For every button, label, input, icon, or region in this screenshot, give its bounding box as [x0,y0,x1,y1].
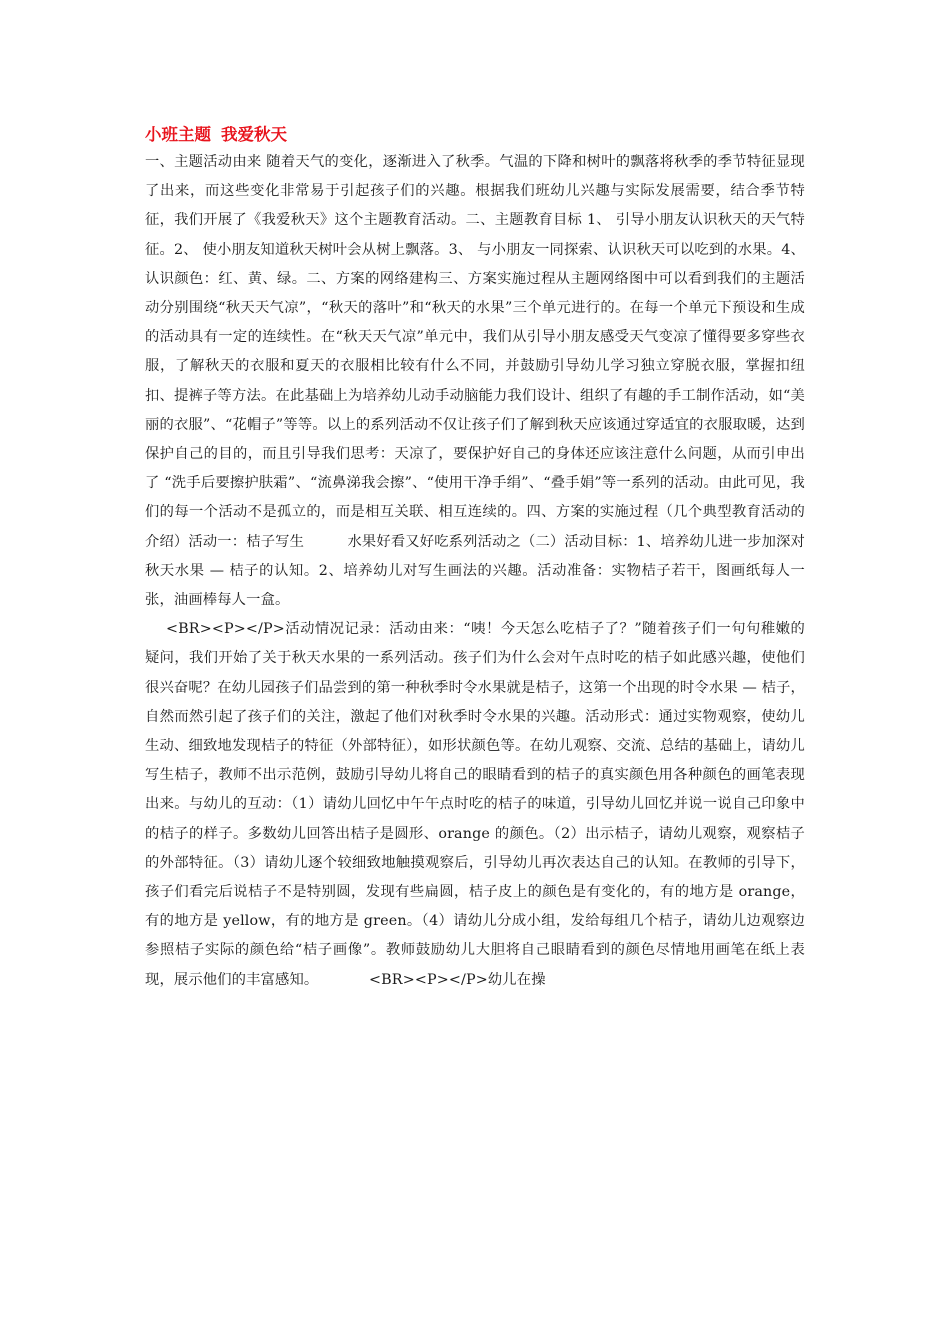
paragraph-2: <BR><P></P>活动情况记录：活动由来：“咦！今天怎么吃桔子了？”随着孩子们一句句稚嫩的疑问，我们开始了关于秋天水果的一系列活动。孩子们为什么会对午点时吃的桔子如此感兴趣，使他们很兴奋呢？在幼儿园孩子们品尝到的第一种秋季时令水果就是桔子，这第一个出现的时令水果 — 桔子，自然而然引起了孩子们的关注，激起了他们对秋季时令水果的兴趣。活动形式：通过实物观察，使幼儿生动、细致地发现桔子的特征（外部特征），如形状颜色等。在幼儿观察、交流、总结的基础上，请幼儿写生桔子，教师不出示范例，鼓励引导幼儿将自己的眼睛看到的桔子的真实颜色用各种颜色的画笔表现出来。与幼儿的互动：（1）请幼儿回忆中午午点时吃的桔子的味道，引导幼儿回忆并说一说自己印象中的桔子的样子。多数幼儿回答出桔子是圆形、orange 的颜色。（2）出示桔子，请幼儿观察，观察桔子的外部特征。（3）请幼儿逐个较细致地触摸观察后，引导幼儿再次表达自己的认知。在教师的引导下，孩子们看完后说桔子不是特别圆，发现有些扁圆，桔子皮上的颜色是有变化的，有的地方是 orange，有的地方是 yellow，有的地方是 green。（4）请幼儿分成小组，发给每组几个桔子，请幼儿边观察边参照桔子实际的颜色给“桔子画像”。教师鼓励幼儿大胆将自己眼睛看到的颜色尽情地用画笔在纸上表现，展示他们的丰富感知。 <BR><P></P>幼儿在操 [145,621,805,988]
title-part-1: 小班主题 [145,125,211,144]
document-body [145,122,805,995]
title-part-2: 我爱秋天 [221,125,287,144]
paragraph-1: 一、主题活动由来 随着天气的变化，逐渐进入了秋季。气温的下降和树叶的飘落将秋季的季节特征显现了出来，而这些变化非常易于引起孩子们的兴趣。根据我们班幼儿兴趣与实际发展需要，结合季节特征，我们开展了《我爱秋天》这个主题教育活动。二、主题教育目标 1、 引导小朋友认识秋天的天气特征。2、 使小朋友知道秋天树叶会从树上飘落。3、 与小朋友一同探索、认识秋天可以吃到的水果。4、 认识颜色：红、黄、绿。二、方案的网络建构三、方案实施过程从主题网络图中可以看到我们的主题活动分别围绕“秋天天气凉”，“秋天的落叶”和“秋天的水果”三个单元进行的。在每一个单元下预设和生成的活动具有一定的连续性。在“秋天天气凉”单元中，我们从引导小朋友感受天气变凉了懂得要多穿些衣服，了解秋天的衣服和夏天的衣服相比较有什么不同，并鼓励引导幼儿学习独立穿脱衣服，掌握扣纽扣、提裤子等方法。在此基础上为培养幼儿动手动脑能力我们设计、组织了有趣的手工制作活动，如“美丽的衣服”、“花帽子”等等。以上的系列活动不仅让孩子们了解到秋天应该通过穿适宜的衣服取暖，达到保护自己的目的，而且引导我们思考：天凉了，要保护好自己的身体还应该注意什么问题，从而引申出了 “洗手后要擦护肤霜”、“流鼻涕我会擦”、“使用干净手绢”、“叠手娟”等一系列的活动。由此可见，我们的每一个活动不是孤立的，而是相互关联、相互连续的。四、方案的实施过程（几个典型教育活动的介绍）活动一：桔子写生 水果好看又好吃系列活动之（二）活动目标：1、培养幼儿进一步加深对秋天水果 — 桔子的认知。2、培养幼儿对写生画法的兴趣。活动准备：实物桔子若干，图画纸每人一张，油画棒每人一盒。 [145,154,805,609]
document-title [145,122,805,148]
